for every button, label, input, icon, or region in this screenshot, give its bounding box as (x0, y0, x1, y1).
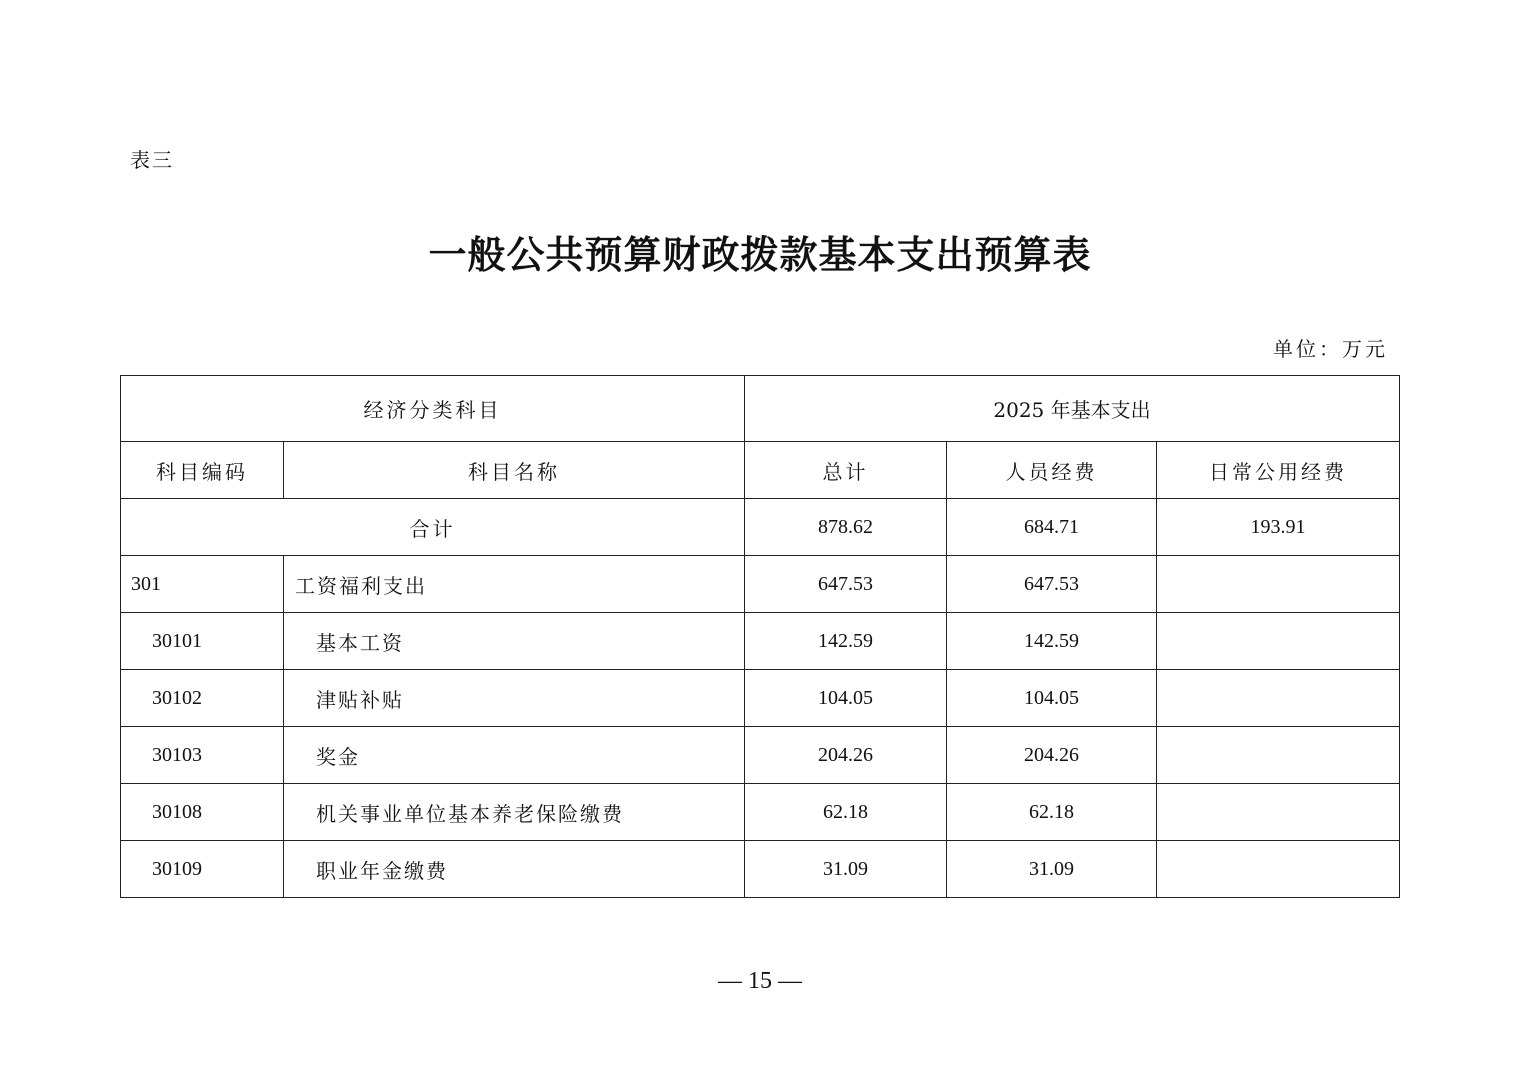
table-row (121, 841, 1400, 898)
table-row (121, 613, 1400, 670)
row-public (1157, 727, 1400, 784)
row-personnel: 142.59 (947, 613, 1157, 670)
row-personnel: 204.26 (947, 727, 1157, 784)
row-public (1157, 841, 1400, 898)
row-code: 30108 (121, 784, 284, 841)
row-total: 142.59 (745, 613, 947, 670)
summary-personnel: 684.71 (947, 499, 1157, 556)
summary-total: 878.62 (745, 499, 947, 556)
row-name: 职业年金缴费 (284, 841, 745, 898)
row-personnel: 62.18 (947, 784, 1157, 841)
row-code: 30102 (121, 670, 284, 727)
page-number: — 15 — (718, 968, 802, 994)
header-total: 总计 (745, 442, 947, 499)
table-label: 表三 (130, 148, 174, 172)
header-year-group: 2025 年基本支出 (745, 376, 1400, 442)
row-name: 基本工资 (284, 613, 745, 670)
header-name: 科目名称 (284, 442, 745, 499)
unit-note: 单位：万元 (1273, 337, 1388, 361)
table-row (121, 556, 1400, 613)
header-row-group (121, 376, 1400, 442)
row-public (1157, 613, 1400, 670)
summary-row (121, 499, 1400, 556)
row-personnel: 31.09 (947, 841, 1157, 898)
row-total: 204.26 (745, 727, 947, 784)
row-name: 机关事业单位基本养老保险缴费 (284, 784, 745, 841)
table-row (121, 670, 1400, 727)
row-code: 301 (121, 556, 284, 613)
budget-table (120, 375, 1400, 898)
header-code: 科目编码 (121, 442, 284, 499)
header-category: 经济分类科目 (121, 376, 745, 442)
row-personnel: 647.53 (947, 556, 1157, 613)
row-code: 30103 (121, 727, 284, 784)
row-public (1157, 784, 1400, 841)
row-total: 104.05 (745, 670, 947, 727)
row-code: 30109 (121, 841, 284, 898)
summary-public: 193.91 (1157, 499, 1400, 556)
table-row (121, 727, 1400, 784)
header-public: 日常公用经费 (1157, 442, 1400, 499)
header-row-columns (121, 442, 1400, 499)
page-title: 一般公共预算财政拨款基本支出预算表 (428, 232, 1092, 277)
row-total: 31.09 (745, 841, 947, 898)
row-code: 30101 (121, 613, 284, 670)
row-public (1157, 556, 1400, 613)
row-name: 工资福利支出 (284, 556, 745, 613)
row-name: 津贴补贴 (284, 670, 745, 727)
table-row (121, 784, 1400, 841)
row-name: 奖金 (284, 727, 745, 784)
row-public (1157, 670, 1400, 727)
summary-label: 合计 (121, 499, 745, 556)
row-total: 62.18 (745, 784, 947, 841)
row-personnel: 104.05 (947, 670, 1157, 727)
header-personnel: 人员经费 (947, 442, 1157, 499)
row-total: 647.53 (745, 556, 947, 613)
